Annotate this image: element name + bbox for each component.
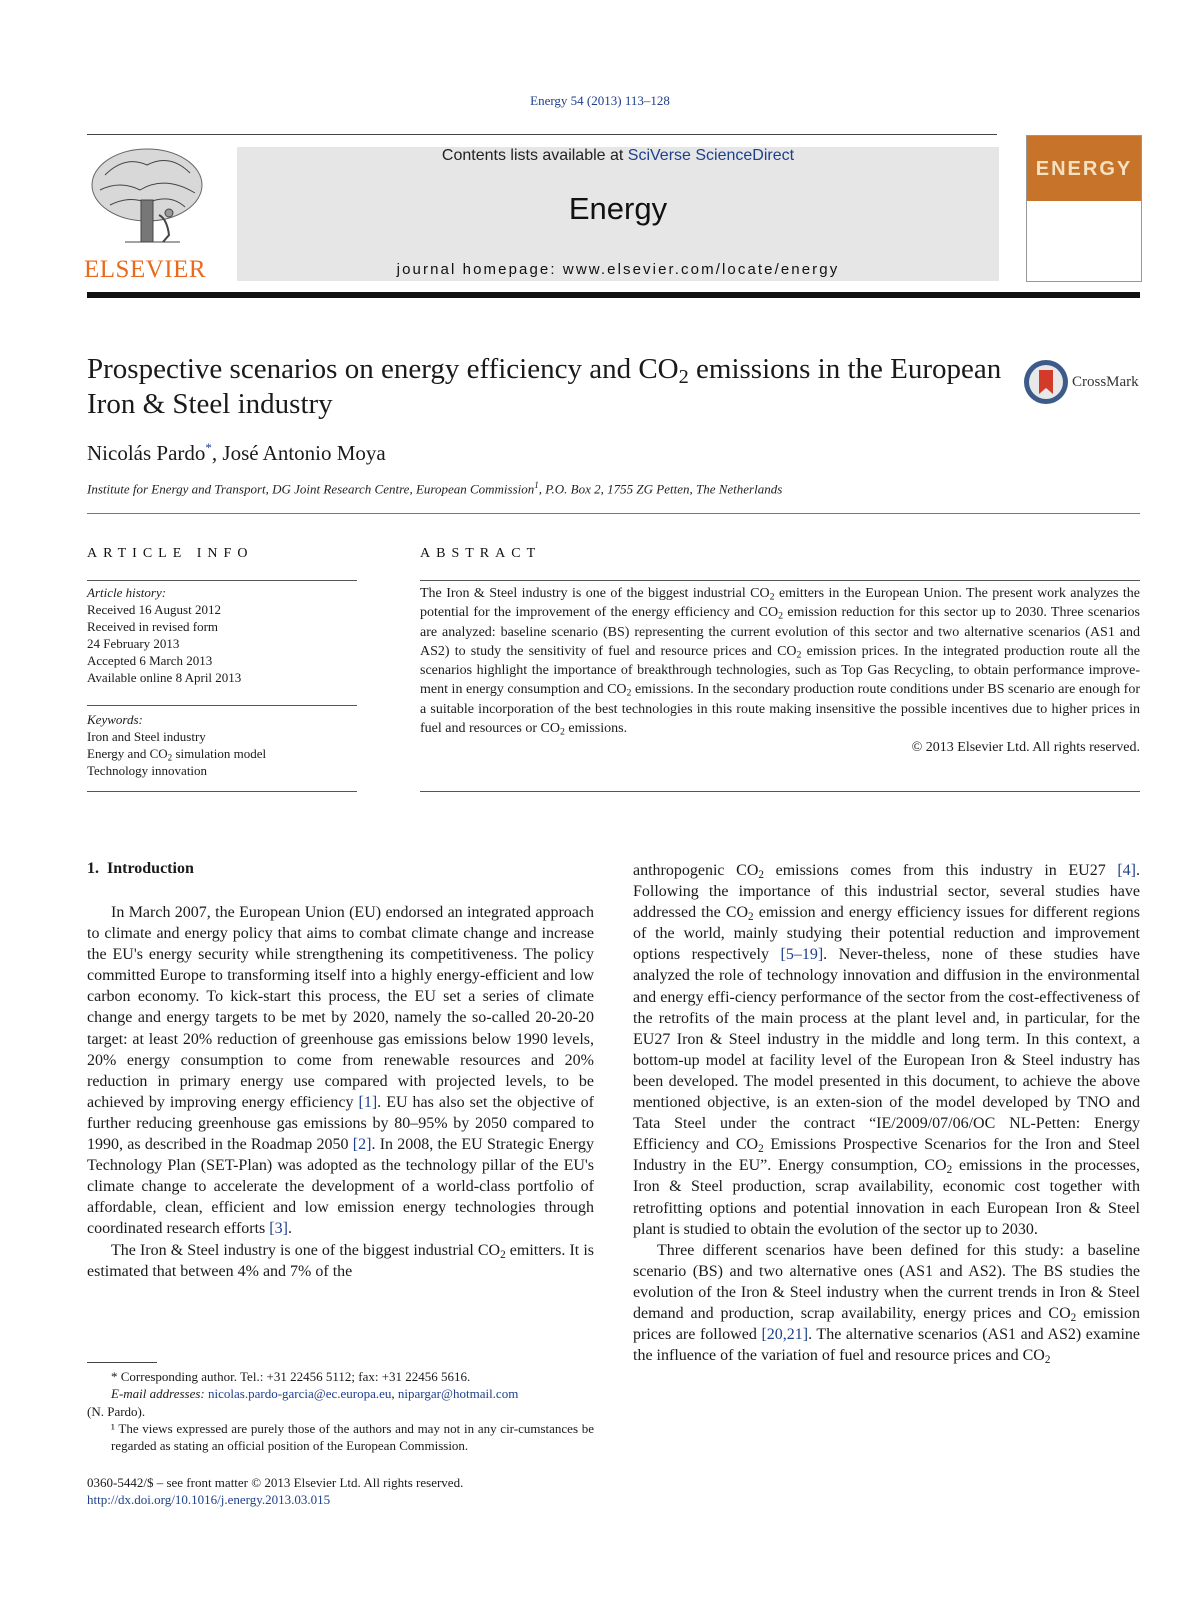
issn-line: 0360-5442/$ – see front matter © 2013 Elsevier Ltd. All rights reserved. bbox=[87, 1475, 464, 1490]
author-list bbox=[87, 440, 386, 466]
body-paragraph: In March 2007, the European Union (EU) endorsed an integrated approach to climate and energy policy that aims to combat climate change and increase the EU's energy security while strengthening its competitiveness. The policy committed Europe to transforming itself into a highly energy-efficient and low carbon economy. To kick-start this process, the EU set a series of climate change and energy targets to be met by 2020, namely the so-called 20-20-20 target: at least 20% reduction of greenhouse gas emissions below 1990 levels, 20% energy consumption to come from renewable resources and 20% reduction in primary energy use compared with projected levels, to be achieved by improving energy efficiency [1]. EU has also set the objective of further reducing greenhouse gas emissions by 80–95% by 2050 compared to 1990, as described in the Roadmap 2050 [2]. In 2008, the EU Strategic Energy Technology Plan (SET-Plan) was adopted as the technology pillar of the EU's climate change to accelerate the development of a world-class portfolio of affordable, clean, efficient and low emission energy technologies through coordinated research efforts [3]. bbox=[87, 904, 595, 1238]
history-line: Accepted 6 March 2013 bbox=[87, 653, 213, 668]
contents-prefix: Contents lists available at bbox=[441, 147, 628, 164]
doi-link[interactable]: http://dx.doi.org/10.1016/j.energy.2013.03.015 bbox=[87, 1492, 331, 1507]
journal-cover-thumbnail bbox=[1026, 135, 1142, 282]
crossmark-icon bbox=[1022, 358, 1070, 406]
author-separator: , bbox=[211, 441, 223, 465]
author-name: José Antonio Moya bbox=[222, 441, 386, 465]
author-name: Nicolás Pardo bbox=[87, 441, 206, 465]
body-column-right bbox=[633, 860, 1140, 1366]
keyword: Iron and Steel industry bbox=[87, 729, 206, 744]
history-line: Received in revised form bbox=[87, 619, 219, 634]
article-info-rule bbox=[87, 791, 357, 792]
citation-link[interactable]: [20,21] bbox=[761, 1326, 809, 1344]
front-matter bbox=[87, 1474, 463, 1508]
citation-link[interactable]: [3] bbox=[269, 1220, 288, 1238]
crossmark-badge[interactable] bbox=[1022, 358, 1142, 408]
abstract-paragraph: The Iron & Steel industry is one of the biggest industrial $CO_2$ emitters in the European Union. The present work analyzes the potential for the improvement of the energy efficiency and $CO_2$ emission reduction for this sector up to 2030. Three scenarios are analyzed: baseline scenario (BS) representing the current evolution of this sector and two alternative scenarios (AS1 and AS2) to study the sensitivity of fuel and resource prices and $CO_2$ emission prices. In the integrated production route all the scenarios highlight the importance of breakthrough technologies, such as Top Gas Recycling, to obtain performance improve-ment in energy consumption and $CO_2$ emissions. In the secondary production route conditions under BS scenario are enough for a suitable incorporation of the best technologies in this route making insensitive the possible incentives due to higher prices in fuel and resources or $CO_2$ emissions. bbox=[420, 586, 1141, 738]
keywords bbox=[87, 711, 266, 779]
body-paragraph: Three different scenarios have been defined for this study: a baseline scenario (BS) and two alternative ones (AS1 and AS2). The BS studies the evolution of the Iron & Steel industry when the current trends in Iron & Steel demand and production, scrap availability, energy prices and $CO_2$ emission prices are followed [20,21]. The alternative scenarios (AS1 and AS2) examine the influence of the variation of fuel and resource prices and $CO_2$ bbox=[633, 1241, 1141, 1366]
history-line: Received 16 August 2012 bbox=[87, 602, 221, 617]
abstract-rule bbox=[420, 791, 1140, 792]
cover-title: ENERGY bbox=[1035, 158, 1133, 180]
email-owner: (N. Pardo). bbox=[87, 1403, 146, 1419]
footnotes bbox=[87, 1368, 594, 1454]
affiliation-footnote-mark[interactable]: 1 bbox=[534, 480, 539, 490]
citation-link[interactable]: [5–19] bbox=[780, 946, 824, 964]
email-link[interactable]: nipargar@hotmail.com bbox=[397, 1386, 519, 1402]
article-history bbox=[87, 584, 241, 686]
citation-link[interactable]: [1] bbox=[358, 1093, 378, 1111]
affiliation-rule bbox=[87, 513, 1140, 514]
abstract-heading: ABSTRACT bbox=[420, 546, 542, 561]
body-column-left bbox=[87, 902, 594, 1282]
contents-line bbox=[237, 147, 999, 165]
abstract-rule bbox=[420, 580, 1140, 581]
footnote-1: ¹ The views expressed are purely those of the authors and may not in any cir-cumstances be regarded as stating an official position of the European Commission. bbox=[111, 1420, 594, 1454]
section-number: 1. bbox=[87, 860, 99, 877]
body-paragraph: The Iron & Steel industry is one of the biggest industrial $CO_2$ emitters. It is estimated that between 4% and 7% of the bbox=[87, 1241, 595, 1280]
header-rule bbox=[87, 134, 997, 135]
footnote-rule bbox=[87, 1362, 157, 1363]
affiliation bbox=[87, 480, 782, 497]
header-thick-rule bbox=[87, 292, 1140, 298]
crossmark-label: CrossMark bbox=[1072, 374, 1139, 390]
elsevier-wordmark: ELSEVIER bbox=[84, 256, 207, 283]
article-info-rule bbox=[87, 705, 357, 706]
citation-link[interactable]: [2] bbox=[352, 1136, 372, 1154]
tree-icon bbox=[85, 145, 213, 255]
abstract-body bbox=[420, 584, 1140, 758]
title-part1: Prospective scenarios on energy efficiency and CO bbox=[87, 353, 679, 385]
keywords-label: Keywords: bbox=[87, 712, 143, 727]
keyword: Technology innovation bbox=[87, 763, 208, 778]
body-paragraph: anthropogenic $CO_2$ emissions comes from this industry in EU27 [4]. Following the importance of this industrial sector, several studies have addressed the $CO_2$ emission and energy efficiency issues for different regions of the world, mainly studying their potential reduction and improvement options respectively [5–19]. Never-theless, none of these studies have analyzed the role of technology innovation and diffusion in the environmental and energy effi-ciency performance of the sector from the cost-effectiveness of the retrofits of the main process at the plant level and, in particular, for the EU27 Iron & Steel industry in the middle and long term. In this context, a bottom-up model at facility level of the European Iron & Steel industry has been developed. The model presented in this document, to achieve the above mentioned objective, is an exten-sion of the model developed by TNO and Tata Steel under the contract “IE/2009/07/06/OC NL-Petten: Energy Efficiency and $CO_2$ Emissions Prospective Scenarios for the Iron and Steel Industry in the EU”. Energy consumption, $CO_2$ emissions in the processes, Iron & Steel production, scrap availability, economic cost together with retrofitting options and potential innovation in each European Iron & Steel plant is studied to obtain the evolution of the sector up to 2030. bbox=[633, 862, 1141, 1238]
email-note: E-mail addresses: nicolas.pardo-garcia@ec.europa.eu, nipargar@hotmail.com bbox=[111, 1386, 519, 1402]
sciencedirect-link[interactable]: SciVerse ScienceDirect bbox=[627, 147, 795, 164]
history-label: Article history: bbox=[87, 585, 167, 600]
journal-banner bbox=[237, 147, 999, 281]
history-line: 24 February 2013 bbox=[87, 636, 180, 651]
affiliation-text: Institute for Energy and Transport, DG Joint Research Centre, European Commission bbox=[87, 481, 535, 497]
corresponding-author-mark[interactable]: * bbox=[205, 440, 212, 455]
journal-name: Energy bbox=[568, 191, 668, 226]
section-title: Introduction bbox=[107, 860, 194, 877]
section-heading bbox=[87, 860, 202, 878]
title-part2: emissions in the European Iron & Steel industry bbox=[87, 353, 1002, 420]
keyword: Energy and $CO_2$ simulation model bbox=[87, 746, 267, 763]
citation-link[interactable]: [4] bbox=[1117, 862, 1136, 879]
journal-homepage[interactable]: journal homepage: www.elsevier.com/locate/energy bbox=[396, 261, 840, 278]
corresponding-author-note: * Corresponding author. Tel.: +31 22456 5112; fax: +31 22456 5616. bbox=[111, 1369, 471, 1384]
email-link[interactable]: nicolas.pardo-garcia@ec.europa.eu bbox=[208, 1386, 392, 1402]
history-line: Available online 8 April 2013 bbox=[87, 670, 242, 685]
affiliation-text: , P.O. Box 2, 1755 ZG Petten, The Netherlands bbox=[538, 481, 783, 497]
article-info-heading: ARTICLE INFO bbox=[87, 546, 254, 561]
article-info-rule bbox=[87, 580, 357, 581]
paper-title bbox=[87, 352, 1007, 422]
journal-citation[interactable]: Energy 54 (2013) 113–128 bbox=[530, 93, 670, 108]
abstract-copyright: © 2013 Elsevier Ltd. All rights reserved. bbox=[911, 740, 1140, 756]
title-subscript: 2 bbox=[678, 366, 689, 389]
